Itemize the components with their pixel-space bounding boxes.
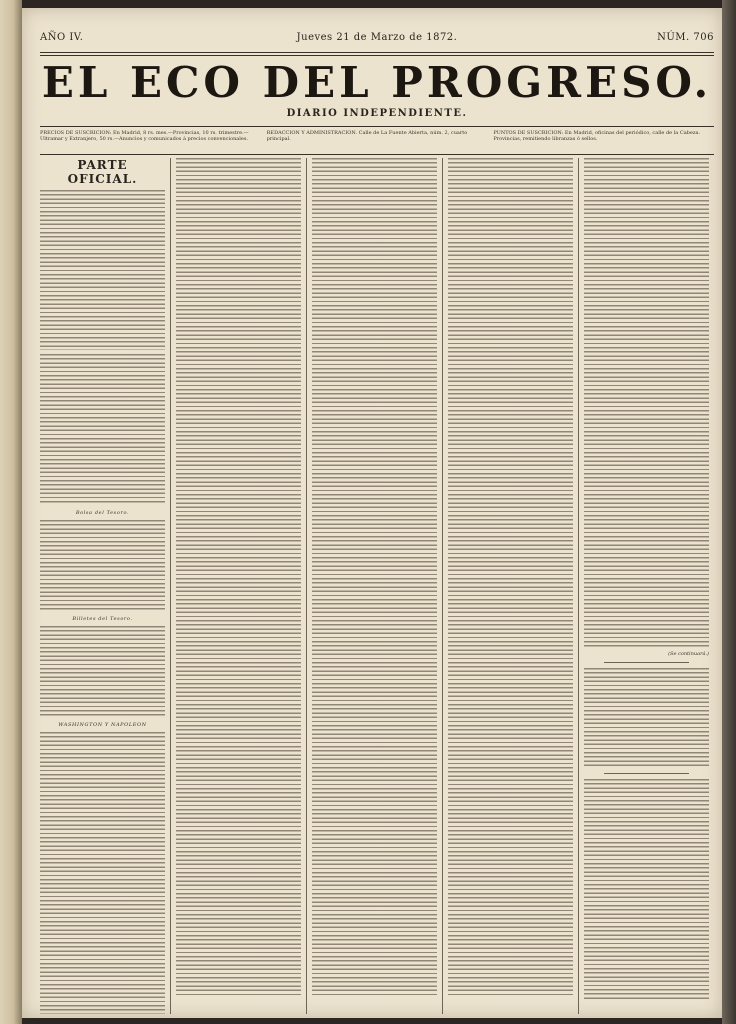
text-block — [40, 190, 165, 350]
subscription-info: PRECIOS DE SUSCRICION: En Madrid, 8 rs. mes.—Provincias, 10 rs. trimestre.—Ultramar y Extranjero, 50 rs.—Anuncios y comunicados á precios convencionales. — [40, 130, 249, 142]
continued-note: (Se continuará.) — [668, 651, 709, 657]
issue-number: NÚM. 706 — [657, 32, 714, 43]
dateline — [40, 32, 714, 46]
section-heading-washington: WASHINGTON Y NAPOLEON — [58, 722, 147, 728]
section-heading-billetes: Billetes del Tesoro. — [72, 616, 133, 622]
text-block — [584, 158, 709, 648]
column-4 — [442, 158, 578, 1014]
column-divider — [604, 773, 689, 774]
masthead-subtitle: DIARIO INDEPENDIENTE. — [286, 108, 468, 119]
text-block — [448, 158, 573, 998]
header-rule-top-2 — [40, 55, 714, 56]
column-5 — [578, 158, 714, 1014]
header-rule-bottom — [40, 126, 714, 127]
text-block — [40, 520, 165, 610]
masthead-title: EL ECO DEL PROGRESO. — [41, 58, 713, 107]
info-bar — [40, 130, 714, 152]
text-block — [40, 626, 165, 716]
header-rule-top — [40, 52, 714, 53]
text-block — [584, 668, 709, 768]
column-divider — [604, 662, 689, 663]
page-edge — [722, 0, 736, 1024]
column-3 — [306, 158, 442, 1014]
book-binding — [0, 0, 22, 1024]
info-bar-rule — [40, 154, 714, 155]
admin-info: REDACCION Y ADMINISTRACION. Calle de La Fuente Abierta, núm. 2, cuarto principal. — [266, 130, 468, 142]
year-label: AÑO IV. — [40, 32, 84, 43]
text-block — [40, 732, 165, 1014]
column-2 — [170, 158, 306, 1014]
text-block — [312, 158, 437, 998]
text-block — [584, 779, 709, 999]
official-part-heading: PARTE OFICIAL. — [67, 158, 138, 186]
text-block — [176, 158, 301, 998]
section-heading-bolsa: Bolsa del Tesoro. — [75, 510, 130, 516]
column-1 — [40, 158, 170, 1014]
date-label: Jueves 21 de Marzo de 1872. — [296, 32, 458, 43]
text-block — [40, 354, 165, 504]
points-info: PUNTOS DE SUSCRICION: En Madrid, oficinas del periódico, calle de la Cabeza. Provincias, remitiendo libranzas ó sellos. — [493, 130, 701, 142]
article-columns — [40, 158, 714, 1014]
